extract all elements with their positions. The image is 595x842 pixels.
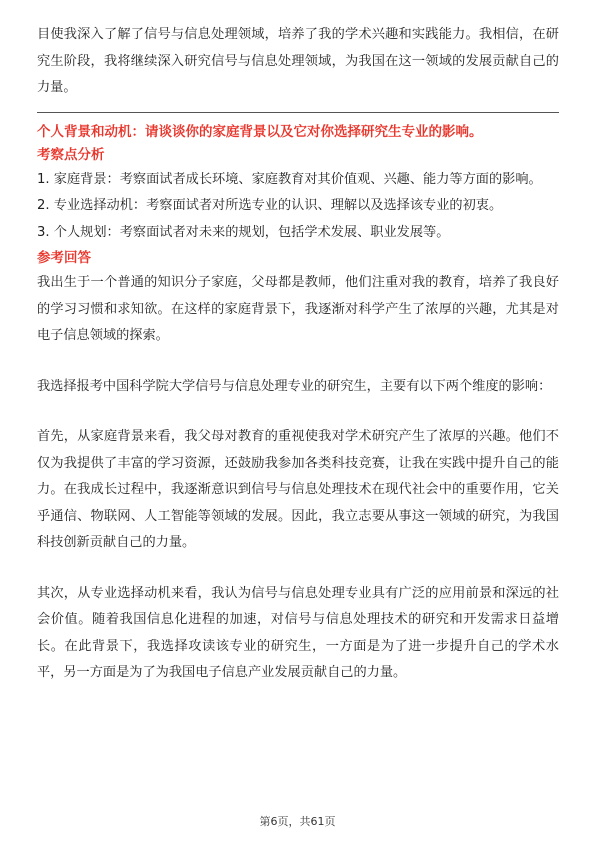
answer-paragraph: 我出生于一个普通的知识分子家庭，父母都是教师，他们注重对我的教育，培养了我良好的学习习惯和求知欲。在这样的家庭背景下，我逐渐对科学产生了浓厚的兴趣，尤其是对电子信息领域的探索。 <box>37 275 559 343</box>
intro-paragraph: 目使我深入了解了信号与信息处理领域，培养了我的学术兴趣和实践能力。我相信，在研究生阶段，我将继续深入研究信号与信息处理领域，为我国在这一领域的发展贡献自己的力量。 <box>37 27 559 95</box>
interview-question: 个人背景和动机：请谈谈你的家庭背景以及它对你选择研究生专业的影响。 <box>37 123 483 140</box>
document-page <box>37 22 559 687</box>
answer-paragraph: 我选择报考中国科学院大学信号与信息处理专业的研究生，主要有以下两个维度的影响： <box>37 378 552 394</box>
section-divider <box>37 112 559 113</box>
paragraph-gap <box>37 400 559 424</box>
answer-paragraph: 首先，从家庭背景来看，我父母对教育的重视使我对学术研究产生了浓厚的兴趣。他们不仅为我提供了丰富的学习资源，还鼓励我参加各类科技竞赛，让我在实践中提升自己的能力。在我成长过程中，我逐渐意识到信号与信息处理技术在现代社会中的重要作用，它关乎通信、物联网、人工智能等领域的发展。因此，我立志要从事这一领域的研究，为我国科技创新贡献自己的力量。 <box>37 429 559 550</box>
paragraph-gap <box>37 557 559 581</box>
analysis-list <box>37 167 559 247</box>
page-number: 第6页，共61页 <box>259 815 336 828</box>
paragraph-gap <box>37 350 559 374</box>
analysis-heading: 考察点分析 <box>37 146 105 163</box>
answer-heading: 参考回答 <box>37 250 91 266</box>
answer-paragraph: 其次，从专业选择动机来看，我认为信号与信息处理专业具有广泛的应用前景和深远的社会价值。随着我国信息化进程的加速，对信号与信息处理技术的研究和开发需求日益增长。在此背景下，我选择攻读该专业的研究生，一方面是为了进一步提升自己的学术水平，另一方面是为了为我国电子信息产业发展贡献自己的力量。 <box>37 585 559 680</box>
analysis-item: 2. 专业选择动机：考察面试者对所选专业的认识、理解以及选择该专业的初衷。 <box>37 198 503 213</box>
analysis-item: 1. 家庭背景：考察面试者成长环境、家庭教育对其价值观、兴趣、能力等方面的影响。 <box>37 171 542 187</box>
analysis-item: 3. 个人规划：考察面试者对未来的规划，包括学术发展、职业发展等。 <box>37 224 450 240</box>
